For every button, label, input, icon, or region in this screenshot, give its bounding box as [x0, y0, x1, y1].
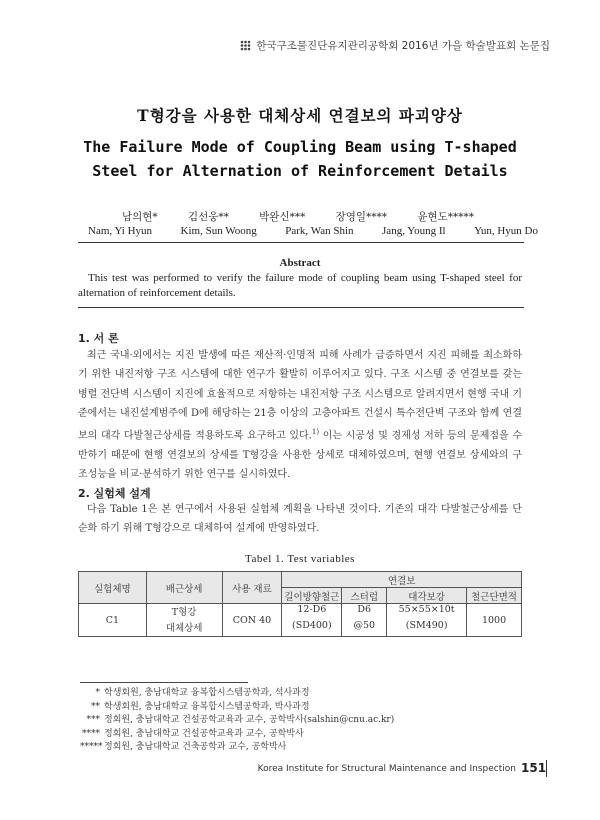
author-korean: 윤현도***** — [417, 211, 474, 223]
footnote-mark: **** — [82, 728, 100, 739]
section-2-body: 다음 Table 1은 본 연구에서 사용된 실험체 계획을 나타낸 것이다. 기존의 대각 다발철근상세를 단순화 하기 위해 T형강으로 대체하여 설계에 반영하였다. — [78, 504, 522, 535]
cell-line: (SM490) — [405, 620, 448, 631]
section-1-text: 최근 국내·외에서는 지진 발생에 따른 재산적·인명적 피해 사례가 급증하면서 지진 피해를 최소화하기 위한 내진저항 구조 시스템에 대한 연구가 활발히 이루어지고 있다. 구조 시스템 중 연결보를 갖는 병렬 전단벽 시스템이 지진에 효율적으로 저항하는 내진저항 구조 시스템으로 알려지면서 현행 국내 기준에서는 내진설계범주에 D에 해당하는 21층 이상의 고층아파트 건설시 특수전단벽 구조와 함께 연결보의 대각 다발철근상세를 적용하도록 요구하고 있다. — [78, 350, 522, 442]
footnote — [80, 701, 394, 715]
english-title-line-2: Steel for Alternation of Reinforcement Details — [92, 162, 508, 180]
author-korean: 장영일**** — [335, 211, 388, 223]
header-diagonal: 대각보강 — [387, 588, 467, 604]
header-rebar-area: 철근단면적 — [467, 588, 522, 604]
footnote-mark: * — [95, 688, 100, 698]
english-title-line-1: The Failure Mode of Coupling Beam using T-shaped — [83, 138, 517, 156]
footnote-mark: *** — [86, 715, 100, 725]
abstract-top-rule — [78, 242, 524, 243]
cell-line: @50 — [353, 620, 376, 631]
cell-line: (SD400) — [291, 620, 332, 631]
footnote-text: 정회원, 충남대학교 건설공학교육과 교수, 공학박사 — [104, 728, 304, 739]
korean-title: T형강을 사용한 대체상세 연결보의 파괴양상 — [137, 106, 463, 125]
author-english: Nam, Yi Hyun — [88, 225, 153, 237]
page-number-divider — [546, 760, 547, 777]
footnote-mark: ** — [91, 701, 100, 712]
author-korean: 박완신*** — [259, 211, 306, 223]
journal-name: 한국구조물진단유지관리공학회 2016년 가을 학술발표회 논문집 — [256, 40, 550, 52]
footnote-text: 정회원, 충남대학교 건축공학과 교수, 공학박사 — [104, 742, 287, 752]
footnote-reference: 1) — [311, 428, 320, 437]
cell-line: D6 — [357, 604, 372, 615]
footnote — [80, 728, 394, 742]
abstract-body: This test was performed to verify the failure mode of coupling beam using T-shaped steel for alternation of reinforcement details. — [78, 272, 522, 299]
footnote-mark: ***** — [80, 742, 103, 752]
footnote — [80, 714, 394, 728]
section-1-text-continued: 이는 시공성 및 경제성 저하 등의 문제점을 수반하기 때문에 현행 연결보의 상세를 T형강을 사용한 상세로 대체하였으며, 현행 연결보 상세와의 구조성능을 비교·분석하기 위한 연구를 실시하였다. — [78, 430, 523, 481]
cell-line: 12-D6 — [297, 604, 327, 615]
footnote — [80, 741, 394, 755]
cell-rebar-area: 1000 — [467, 604, 522, 637]
footnote-text: 학생회원, 충남대학교 융복합시스템공학과, 박사과정 — [104, 701, 310, 712]
header-specimen: 실험체명 — [79, 572, 147, 604]
section-1-body — [78, 346, 522, 484]
cell-diagonal — [387, 604, 467, 637]
table-caption: Tabel 1. Test variables — [245, 553, 355, 565]
cell-stirrup — [342, 604, 387, 637]
header-coupling-beam: 연결보 — [282, 572, 522, 588]
header-rebar-detail: 배근상세 — [146, 572, 222, 604]
journal-header — [240, 38, 550, 53]
header-stirrup: 스터럽 — [342, 588, 387, 604]
section-2-heading: 2. 실험체 설계 — [78, 487, 151, 500]
cell-material: CON 40 — [222, 604, 282, 637]
author-korean: 김선웅** — [187, 211, 229, 223]
cell-detail — [146, 604, 222, 637]
authors-korean — [122, 209, 474, 224]
author-english: Jang, Young Il — [382, 225, 446, 237]
cell-longitudinal — [282, 604, 342, 637]
footer-institute: Korea Institute for Structural Maintenance and Inspection — [257, 764, 516, 774]
test-variables-table — [78, 571, 522, 637]
header-material: 사용 재료 — [222, 572, 282, 604]
cell-line: 대체상세 — [165, 623, 203, 634]
cell-specimen: C1 — [79, 604, 147, 637]
section-1-heading: 1. 서 론 — [78, 332, 119, 345]
table-row — [79, 604, 522, 637]
cell-line: T형강 — [171, 607, 197, 618]
author-korean: 남의현* — [122, 211, 158, 223]
dots-grid-icon — [240, 40, 251, 51]
cell-line: 55×55×10t — [398, 604, 455, 615]
footnote-rule — [80, 682, 248, 683]
abstract-bottom-rule — [78, 307, 524, 308]
header-longitudinal: 길이방향철근 — [282, 588, 342, 604]
abstract-heading: Abstract — [279, 257, 321, 269]
footnotes — [80, 687, 394, 755]
author-english: Kim, Sun Woong — [180, 225, 257, 237]
footnote-text: 학생회원, 충남대학교 융복합시스템공학과, 석사과정 — [104, 688, 310, 698]
author-english: Yun, Hyun Do — [474, 225, 538, 237]
author-english: Park, Wan Shin — [285, 225, 354, 237]
authors-english — [88, 225, 538, 237]
footnote-text: 정회원, 충남대학교 건설공학교육과 교수, 공학박사(salshin@cnu.ac.kr) — [104, 715, 395, 725]
footnote — [80, 687, 394, 701]
page-number: 151 — [521, 761, 547, 775]
